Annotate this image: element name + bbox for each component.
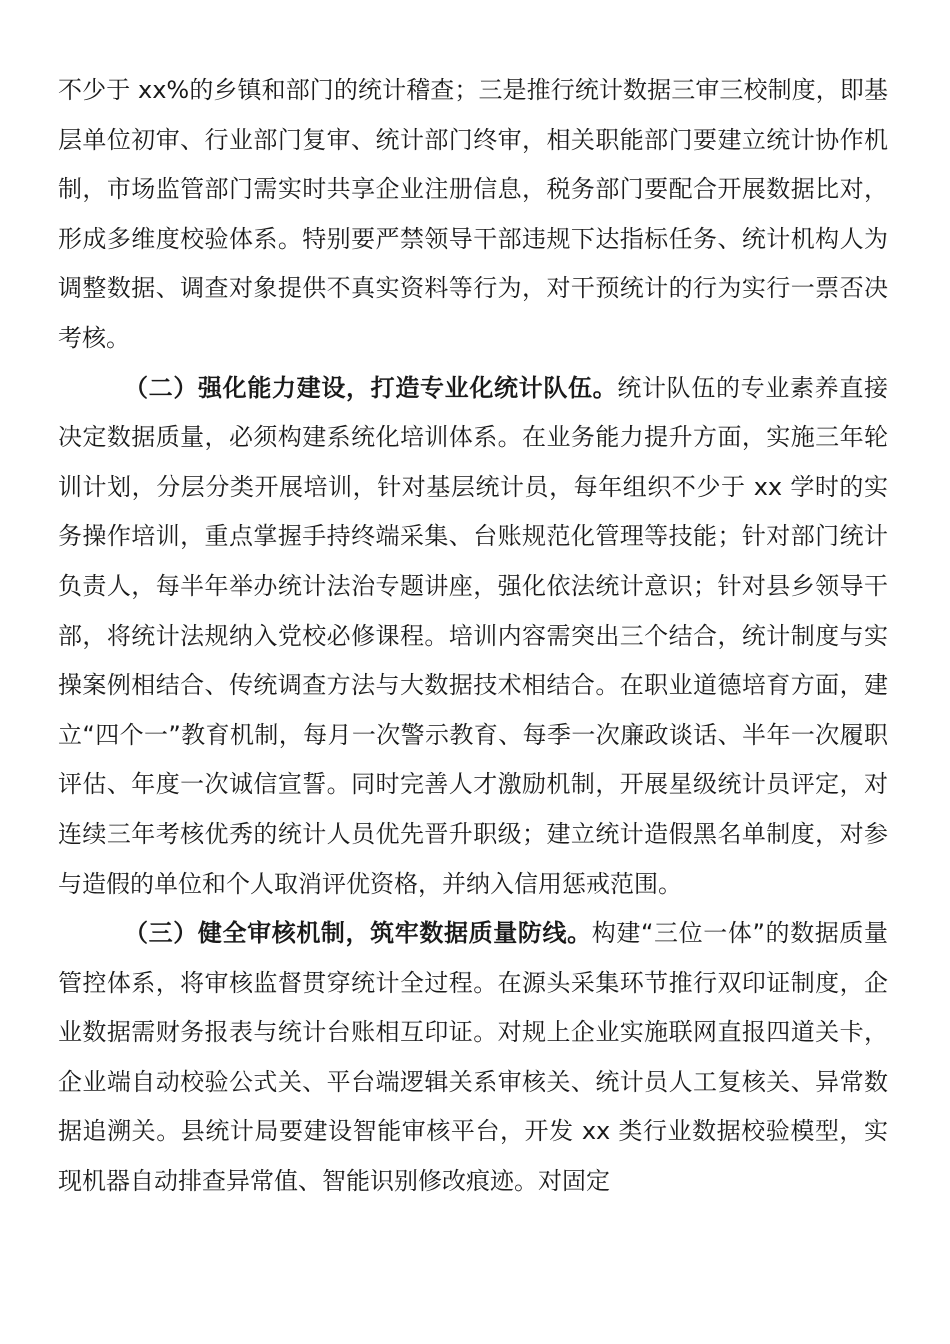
paragraph-text: 构建“三位一体”的数据质量管控体系，将审核监督贯穿统计全过程。在源头采集环节推行双印证制度，企业数据需财务报表与统计台账相互印证。对规上企业实施联网直报四道关卡，企业端自动校验公式关、平台端逻辑关系审核关、统计员人工复核关、异常数据追溯关。县统计局要建设智能审核平台，开发 xx 类行业数据校验模型，实现机器自动排查异常值、智能识别修改痕迹。对固定 [58,919,889,1196]
document-body [58,66,888,1207]
paragraph-section-3 [58,909,888,1207]
paragraph-section-2 [58,364,888,910]
paragraph-continuation [58,66,888,364]
section-heading: （三）健全审核机制，筑牢数据质量防线。 [124,919,592,948]
section-heading: （二）强化能力建设，打造专业化统计队伍。 [124,373,618,402]
paragraph-text: 不少于 xx%的乡镇和部门的统计稽查；三是推行统计数据三审三校制度，即基层单位初审、行业部门复审、统计部门终审，相关职能部门要建立统计协作机制，市场监管部门需实时共享企业注册信息，税务部门要配合开展数据比对，形成多维度校验体系。特别要严禁领导干部违规下达指标任务、统计机构人为调整数据、调查对象提供不真实资料等行为，对干预统计的行为实行一票否决考核。 [58,76,888,352]
paragraph-text: 统计队伍的专业素养直接决定数据质量，必须构建系统化培训体系。在业务能力提升方面，实施三年轮训计划，分层分类开展培训，针对基层统计员，每年组织不少于 xx 学时的实务操作培训，重点掌握手持终端采集、台账规范化管理等技能；针对部门统计负责人，每半年举办统计法治专题讲座，强化依法统计意识；针对县乡领导干部，将统计法规纳入党校必修课程。培训内容需突出三个结合，统计制度与实操案例相结合、传统调查方法与大数据技术相结合。在职业道德培育方面，建立“四个一”教育机制，每月一次警示教育、每季一次廉政谈话、半年一次履职评估、年度一次诚信宣誓。同时完善人才激励机制，开展星级统计员评定，对连续三年考核优秀的统计人员优先晋升职级；建立统计造假黑名单制度，对参与造假的单位和个人取消评优资格，并纳入信用惩戒范围。 [58,373,889,898]
